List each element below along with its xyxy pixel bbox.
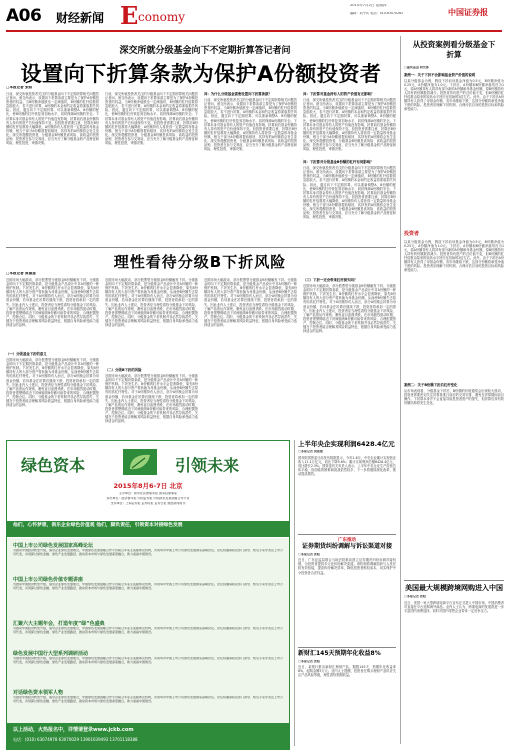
lead-subhead-2: 问：下折算对基金持有人的资产价值有无影响？ [303,92,375,96]
ad-event-date: 2015年8月6-7日 北京 [113,482,183,490]
soe-body: 国务院国资委日前发布数据显示，今年1-6月，中央企业累计实现营业收入11.1万亿元，同比下降5.6%；累计实现利润总额6428.4亿元，同比增长2.3%。国资委有关负责人表示，上半年中央企业生产经营总体平稳，但面临的困难和挑战依然较多，下一步将继续深化改革，推动提质增效。 [298,455,396,477]
second-col-3: 近期市场大幅波动，部分股票型分级基金B份额触发下折。分级基金的向下不定期折算条款，是分级基金产品设计中对A份额的一种保护机制。下折发生后，B份额的杠杆水平会显著降低，原先B份额持有人的大部分资产将转换为母基金份额，从而使B份额失去原有的高杠杆特性。对于A份额持有人而言，部分A份额会折算为母基金份额，若母基金在折算后继续下跌，投资者将承担一定的损失。因此业内人士建议，投资者应当理性看待分级基金下折风险，了解产品的运作规则，避免盲目追涨杀跌。在市场剧烈波动时期，投资者需警惕临近下折阈值的B份额可能带来的风险，合理配置资产，控制仓位。同时，分级基金的下折机制并非必然导致损失，关键在于投资者能否理解其风险收益特征，根据自身风险承受能力选择适合的品种。 [204,278,297,328]
lead-col-3-text: 日前，深交所就投资者关注的分级基金向下不定期折算相关问题答记者问。深交所表示，设置向下折算条款主要是为了保护A份额投资者的权益。当B份额净值跌至一定阈值时，B份额的杠杆倍数将急剧放大，若不进行折算，A份额的本金和约定收益将面临损失风险。因此，通过向下不定期折算，可以重新调整A、B份额的配比，使B份额的杠杆恢复到初始水平，同时保障A份额的安全。下折算本身对基金持有人的资产价值没有影响，折算前后基金份额持有人持有的资产总价值保持不变。但投资者需要注意，折算后B份额的杠杆倍数将大幅降低，A份额持有人将获得一定数量的母基金份额，相当于部分A份额被提前赎回，其持有的A份额将会发生变化。深交所提醒投资者，分级基金B份额是高风险、高收益的投资品种，投资者在参与交易前，应当充分了解分级基金的产品特征和风险，理性投资，审慎决策。 [204,98,297,152]
soe-byline: □本报记者 倪铭娅 [298,450,323,453]
story-xincaihui [298,650,396,746]
ad-section-title-1: 中国上市公司绿色发展国家高峰论坛 [13,543,94,549]
lead-col-3 [204,92,297,244]
xincaihui-headline: 新财汇145天预期年化收益8% [298,650,381,657]
lead-col-4-text: 日前，深交所就投资者关注的分级基金向下不定期折算相关问题答记者问。深交所表示，设置向下折算条款主要是为了保护A份额投资者的权益。当B份额净值跌至一定阈值时，B份额的杠杆倍数将急剧放大，若不进行折算，A份额的本金和约定收益将面临损失风险。因此，通过向下不定期折算，可以重新调整A、B份额的配比，使B份额的杠杆恢复到初始水平，同时保障A份额的安全。下折算本身对基金持有人的资产价值没有影响，折算前后基金份额持有人持有的资产总价值保持不变。但投资者需要注意，折算后B份额的杠杆倍数将大幅降低，A份额持有人将获得一定数量的母基金份额，相当于部分A份额被提前赎回，其持有的A份额将会发生变化。深交所提醒投资者，分级基金B份额是高风险、高收益的投资品种，投资者在参与交易前，应当充分了解分级基金的产品特征和风险，理性投资，审慎决策。 [303,98,396,152]
section-title-en-initial: E [120,1,139,30]
second-subhead-2: （二）分级B下折的风险 [105,368,142,372]
sidebar-subhead-1: 案例一：关于下折不会影响基金资产价值的说明 [404,72,476,77]
sidebar-body-2: 以某分级基金为例，假设下折前母基金净值为0.5元，B份额净值为0.25元，A份额净值为1.0元。下折后，A份额和B份额净值均归为1元，原A份额持有人将持有部分新的A份额和母基金份额，原B份额持有人持有的份额数将减少。投资者持有资产的总价值不变，但B份额的杠杆倍数由原来的较高水平回归至初始的2倍左右。此外，由于下折后A份额持有人获得了母基金份额，若市场继续下跌，这部分份额将承受净值下跌的风险。投资者应理解下折机制，合理评估自身的投资目标和风险承受能力。 [404,239,504,273]
ad-section-text-4: 为推动中国经济转型升级，倡导企业绿色发展理念，中国绿色发展战略合作平台联合多家主流媒体及机构，共同举办中国上市公司绿色发展国家高峰论坛。论坛将邀请政府部门领导、知名专家学者及上市公司代表，共同探讨绿色金融、绿色产业发展路径，推动资本市场与绿色发展深度融合，助力美丽中国建设。 [13,657,283,664]
second-subhead-1: （一）分级基金下折的意义 [6,352,47,356]
ad-slogan-left: 绿色资本 [21,456,86,475]
sidebar-subhead-2: 案例二：关于B份额下折后杠杆变化 [404,382,458,387]
paper-name: 中国证券报 [448,7,488,17]
section-title-en: conomy [138,10,186,24]
masthead-rule [6,30,502,32]
ad-organizer-2: 承办单位：经济参考报 中国证券报 中国绿色发展战略合作平台 [106,497,190,500]
masthead [0,0,508,40]
second-subhead-3: （三）下折一定会带来杠杆损失吗？ [303,278,358,282]
lead-subhead-1: 问：为什么分级基金需要设置向下折算条款？ [204,92,272,96]
ad-top [7,441,289,521]
second-col-1-text: 近期市场大幅波动，部分股票型分级基金B份额触发下折。分级基金的向下不定期折算条款，是分级基金产品设计中对A份额的一种保护机制。下折发生后，B份额的杠杆水平会显著降低，原先B份额持有人的大部分资产将转换为母基金份额，从而使B份额失去原有的高杠杆特性。对于A份额持有人而言，部分A份额会折算为母基金份额，若母基金在折算后继续下跌，投资者将承担一定的损失。因此业内人士建议，投资者应当理性看待分级基金下折风险，了解产品的运作规则，避免盲目追涨杀跌。在市场剧烈波动时期，投资者需警惕临近下折阈值的B份额可能带来的风险，合理配置资产，控制仓位。同时，分级基金的下折机制并非必然导致损失，关键在于投资者能否理解其风险收益特征，根据自身风险承受能力选择适合的品种。 [6,278,99,328]
ad-phone: 电话：(010) 63074978 63070029 13901039493 13701118388 [13,737,138,742]
lead-kicker: 深交所就分级基金向下不定期折算答记者问 [119,46,291,56]
ad-slogan-right: 引领未来 [175,456,240,475]
lead-col-1: 日前，深交所就投资者关注的分级基金向下不定期折算相关问题答记者问。深交所表示，设置向下折算条款主要是为了保护A份额投资者的权益。当B份额净值跌至一定阈值时，B份额的杠杆倍数将急剧放大，若不进行折算，A份额的本金和约定收益将面临损失风险。因此，通过向下不定期折算，可以重新调整A、B份额的配比，使B份额的杠杆恢复到初始水平，同时保障A份额的安全。下折算本身对基金持有人的资产价值没有影响，折算前后基金份额持有人持有的资产总价值保持不变。但投资者需要注意，折算后B份额的杠杆倍数将大幅降低，A份额持有人将获得一定数量的母基金份额，相当于部分A份额被提前赎回，其持有的A份额将会发生变化。深交所提醒投资者，分级基金B份额是高风险、高收益的投资品种，投资者在参与交易前，应当充分了解分级基金的产品特征和风险，理性投资，审慎决策。 [6,92,99,146]
second-col-2 [105,278,198,436]
soe-headline: 上半年央企实现利润6428.4亿元 [298,440,395,448]
divider-soe [298,534,396,535]
sidebar-byline: □嘉实基金 研究部 [404,66,429,69]
dispute-kicker: 广东推动 [338,538,356,543]
ad-section-title-5: 对话绿色资本领军人物 [13,690,64,696]
crossborder-body: 近日，美国一家大型跨境电商平台宣布正式进入中国市场，中国消费者可直接在平台选购海外商品。业内人士认为，跨境电商的发展将进一步丰富国内消费选择，同时对国内零售企业带来一定竞争压力。 [404,600,504,613]
second-body [6,278,396,436]
sidebar-highlight-title: 投资者 [404,230,420,237]
page-number: A06 [6,6,42,26]
lead-headline: 设置向下折算条款为保护A份额投资者 [20,62,382,86]
second-col-2-text-b: 近期市场大幅波动，部分股票型分级基金B份额触发下折。分级基金的向下不定期折算条款，是分级基金产品设计中对A份额的一种保护机制。下折发生后，B份额的杠杆水平会显著降低，原先B份额持有人的大部分资产将转换为母基金份额，从而使B份额失去原有的高杠杆特性。对于A份额持有人而言，部分A份额会折算为母基金份额，若母基金在折算后继续下跌，投资者将承担一定的损失。因此业内人士建议，投资者应当理性看待分级基金下折风险，了解产品的运作规则，避免盲目追涨杀跌。在市场剧烈波动时期，投资者需警惕临近下折阈值的B份额可能带来的风险，合理配置资产，控制仓位。同时，分级基金的下折机制并非必然导致损失，关键在于投资者能否理解其风险收益特征，根据自身风险承受能力选择适合的品种。 [105,374,198,424]
second-headline: 理性看待分级B下折风险 [113,253,287,271]
section-title-cn: 财经新闻 [56,11,105,25]
editor-line: 编辑：刘小庆 电话：010-63070262 [350,12,404,15]
ad-contact: 以上活动，火热报名中，详情请登录www.jckb.com [13,727,134,733]
crossborder-byline: □本报记者 张昭 [404,595,426,598]
divider-sidebar-bottom [404,580,504,581]
second-col-1-text-b: 近期市场大幅波动，部分股票型分级基金B份额触发下折。分级基金的向下不定期折算条款，是分级基金产品设计中对A份额的一种保护机制。下折发生后，B份额的杠杆水平会显著降低，原先B份额持有人的大部分资产将转换为母基金份额，从而使B份额失去原有的高杠杆特性。对于A份额持有人而言，部分A份额会折算为母基金份额，若母基金在折算后继续下跌，投资者将承担一定的损失。因此业内人士建议，投资者应当理性看待分级基金下折风险，了解产品的运作规则，避免盲目追涨杀跌。在市场剧烈波动时期，投资者需警惕临近下折阈值的B份额可能带来的风险，合理配置资产，控制仓位。同时，分级基金的下折机制并非必然导致损失，关键在于投资者能否理解其风险收益特征，根据自身风险承受能力选择适合的品种。 [6,358,99,408]
divider-dispute [298,647,396,648]
xincaihui-body: 近日，某银行推出新财汇理财产品，期限145天，预期年化收益率8%，起购金额5万元。业内人士提醒，投资者在购买理财产品时应关注产品风险等级，理性看待预期收益。 [298,665,396,678]
lead-byline: □本报记者 张昭 [6,86,33,89]
second-col-2-text: 近期市场大幅波动，部分股票型分级基金B份额触发下折。分级基金的向下不定期折算条款，是分级基金产品设计中对A份额的一种保护机制。下折发生后，B份额的杠杆水平会显著降低，原先B份额持有人的大部分资产将转换为母基金份额，从而使B份额失去原有的高杠杆特性。对于A份额持有人而言，部分A份额会折算为母基金份额，若母基金在折算后继续下跌，投资者将承担一定的损失。因此业内人士建议，投资者应当理性看待分级基金下折风险，了解产品的运作规则，避免盲目追涨杀跌。在市场剧烈波动时期，投资者需警惕临近下折阈值的B份额可能带来的风险，合理配置资产，控制仓位。同时，分级基金的下折机制并非必然导致损失，关键在于投资者能否理解其风险收益特征，根据自身风险承受能力选择适合的品种。 [105,278,198,328]
sidebar-divider [400,36,401,744]
lead-subhead-3: 问：下折算对分级基金B份额的杠杆有何影响？ [303,160,374,165]
date-line: 2015年7月2日 星期四 [350,4,387,7]
sidebar-body-3: 从市场表现看，分级基金下折后，B份额的价格通常会出现较大波动，投资者需要密切关注折算基准日前后的交易安排，避免在折算期间盲目操作。下折算本身并不会直接导致投资者资产的损失，但折算后持有的份额结构将发生变化。 [404,388,504,406]
ad-sections [7,538,289,723]
story-central-soe [298,440,396,532]
ad-organizer-3: 支持单位：上海证券报 证券时报 证券日报 财经新闻周刊 [110,502,186,505]
ad-organizer-1: 主办单位：新华社民族事务报 国务院参事室 [119,492,177,495]
sidebar [404,36,504,576]
green-capital-ad [6,440,290,750]
ad-section-title-4: 绿色发展中国行大型系列调研活动 [13,651,89,657]
xincaihui-byline: □本报记者 张昭 [298,659,320,663]
lead-col-2: 日前，深交所就投资者关注的分级基金向下不定期折算相关问题答记者问。深交所表示，设置向下折算条款主要是为了保护A份额投资者的权益。当B份额净值跌至一定阈值时，B份额的杠杆倍数将急剧放大，若不进行折算，A份额的本金和约定收益将面临损失风险。因此，通过向下不定期折算，可以重新调整A、B份额的配比，使B份额的杠杆恢复到初始水平，同时保障A份额的安全。下折算本身对基金持有人的资产价值没有影响，折算前后基金份额持有人持有的资产总价值保持不变。但投资者需要注意，折算后B份额的杠杆倍数将大幅降低，A份额持有人将获得一定数量的母基金份额，相当于部分A份额被提前赎回，其持有的A份额将会发生变化。深交所提醒投资者，分级基金B份额是高风险、高收益的投资品种，投资者在参与交易前，应当充分了解分级基金的产品特征和风险，理性投资，审慎决策。 [105,92,198,146]
ad-section-title-2: 中国上市公司绿色价值专题讲座 [13,577,84,583]
lead-col-4 [303,92,396,244]
lead-body [6,92,396,244]
dispute-headline: 证券期货纠纷调解与诉讼渠道对接 [301,543,392,550]
ad-section-text-5: 为推动中国经济转型升级，倡导企业绿色发展理念，中国绿色发展战略合作平台联合多家主流媒体及机构，共同举办中国上市公司绿色发展国家高峰论坛。论坛将邀请政府部门领导、知名专家学者及上市公司代表，共同探讨绿色金融、绿色产业发展路径，推动资本市场与绿色发展深度融合，助力美丽中国建设。 [13,696,283,703]
divider-lead [6,247,396,248]
dispute-body: 近日，广东证监局联合当地法院推动建立证券期货纠纷诉调对接机制，为投资者提供多元化纠纷解决渠道。该机制将调解组织与人民法院有效衔接，提高纠纷解决效率，降低投资者维权成本，切实保护中小投资者合法权益。 [298,558,396,575]
ad-section-text-3: 为推动中国经济转型升级，倡导企业绿色发展理念，中国绿色发展战略合作平台联合多家主流媒体及机构，共同举办中国上市公司绿色发展国家高峰论坛。论坛将邀请政府部门领导、知名专家学者及上市公司代表，共同探讨绿色金融、绿色产业发展路径，推动资本市场与绿色发展深度融合，助力美丽中国建设。 [13,627,283,634]
ad-logo-icon [123,449,157,475]
ad-footer [7,723,289,750]
second-col-1 [6,278,99,436]
dispute-byline: □本报记者 张昭 [298,552,320,556]
sidebar-body-1: 以某分级基金为例，假设下折前母基金净值为0.5元，B份额净值为0.25元，A份额净值为1.0元。下折后，A份额和B份额净值均归为1元，原A份额持有人将持有部分新的A份额和母基金份额，原B份额持有人持有的份额数将减少。投资者持有资产的总价值不变，但B份额的杠杆倍数由原来的较高水平回归至初始的2倍左右。此外，由于下折后A份额持有人获得了母基金份额，若市场继续下跌，这部分份额将承受净值下跌的风险。投资者应理解下折机制，合理评估自身的投资目标和风险承受能力。 [404,78,504,112]
story-dispute [298,537,396,645]
bottom-divider [294,440,295,746]
story-crossborder [404,584,504,746]
sidebar-header: 从投资案例看分级基金下折算 [412,40,496,59]
leaf-logo-icon [123,449,157,475]
ad-band: 他们，心怀梦想，俱乐企业绿色价值观 他们，脚负责任，引领资本对接绿色发展 [7,521,289,537]
lead-col-4-text-b: 日前，深交所就投资者关注的分级基金向下不定期折算相关问题答记者问。深交所表示，设置向下折算条款主要是为了保护A份额投资者的权益。当B份额净值跌至一定阈值时，B份额的杠杆倍数将急剧放大，若不进行折算，A份额的本金和约定收益将面临损失风险。因此，通过向下不定期折算，可以重新调整A、B份额的配比，使B份额的杠杆恢复到初始水平，同时保障A份额的安全。下折算本身对基金持有人的资产价值没有影响，折算前后基金份额持有人持有的资产总价值保持不变。但投资者需要注意，折算后B份额的杠杆倍数将大幅降低，A份额持有人将获得一定数量的母基金份额，相当于部分A份额被提前赎回，其持有的A份额将会发生变化。深交所提醒投资者，分级基金B份额是高风险、高收益的投资品种，投资者在参与交易前，应当充分了解分级基金的产品特征和风险，理性投资，审慎决策。 [303,166,396,220]
second-col-4-text: 近期市场大幅波动，部分股票型分级基金B份额触发下折。分级基金的向下不定期折算条款，是分级基金产品设计中对A份额的一种保护机制。下折发生后，B份额的杠杆水平会显著降低，原先B份额持有人的大部分资产将转换为母基金份额，从而使B份额失去原有的高杠杆特性。对于A份额持有人而言，部分A份额会折算为母基金份额，若母基金在折算后继续下跌，投资者将承担一定的损失。因此业内人士建议，投资者应当理性看待分级基金下折风险，了解产品的运作规则，避免盲目追涨杀跌。在市场剧烈波动时期，投资者需警惕临近下折阈值的B份额可能带来的风险，合理配置资产，控制仓位。同时，分级基金的下折机制并非必然导致损失，关键在于投资者能否理解其风险收益特征，根据自身风险承受能力选择适合的品种。 [303,284,396,334]
ad-section-text-1: 为推动中国经济转型升级，倡导企业绿色发展理念，中国绿色发展战略合作平台联合多家主流媒体及机构，共同举办中国上市公司绿色发展国家高峰论坛。论坛将邀请政府部门领导、知名专家学者及上市公司代表，共同探讨绿色金融、绿色产业发展路径，推动资本市场与绿色发展深度融合，助力美丽中国建设。 [13,549,283,556]
crossborder-headline: 美国最大规模跨境网购进入中国 [405,584,503,592]
ad-section-title-3: 汇聚六大主题年会，打造年度“绿”色盛典 [13,621,105,627]
ad-section-text-2: 为推动中国经济转型升级，倡导企业绿色发展理念，中国绿色发展战略合作平台联合多家主流媒体及机构，共同举办中国上市公司绿色发展国家高峰论坛。论坛将邀请政府部门领导、知名专家学者及上市公司代表，共同探讨绿色金融、绿色产业发展路径，推动资本市场与绿色发展深度融合，助力美丽中国建设。 [13,583,283,590]
second-col-4 [303,278,396,436]
section-mark [54,1,222,30]
second-byline: □本报记者 黄淑慧 [6,272,36,275]
